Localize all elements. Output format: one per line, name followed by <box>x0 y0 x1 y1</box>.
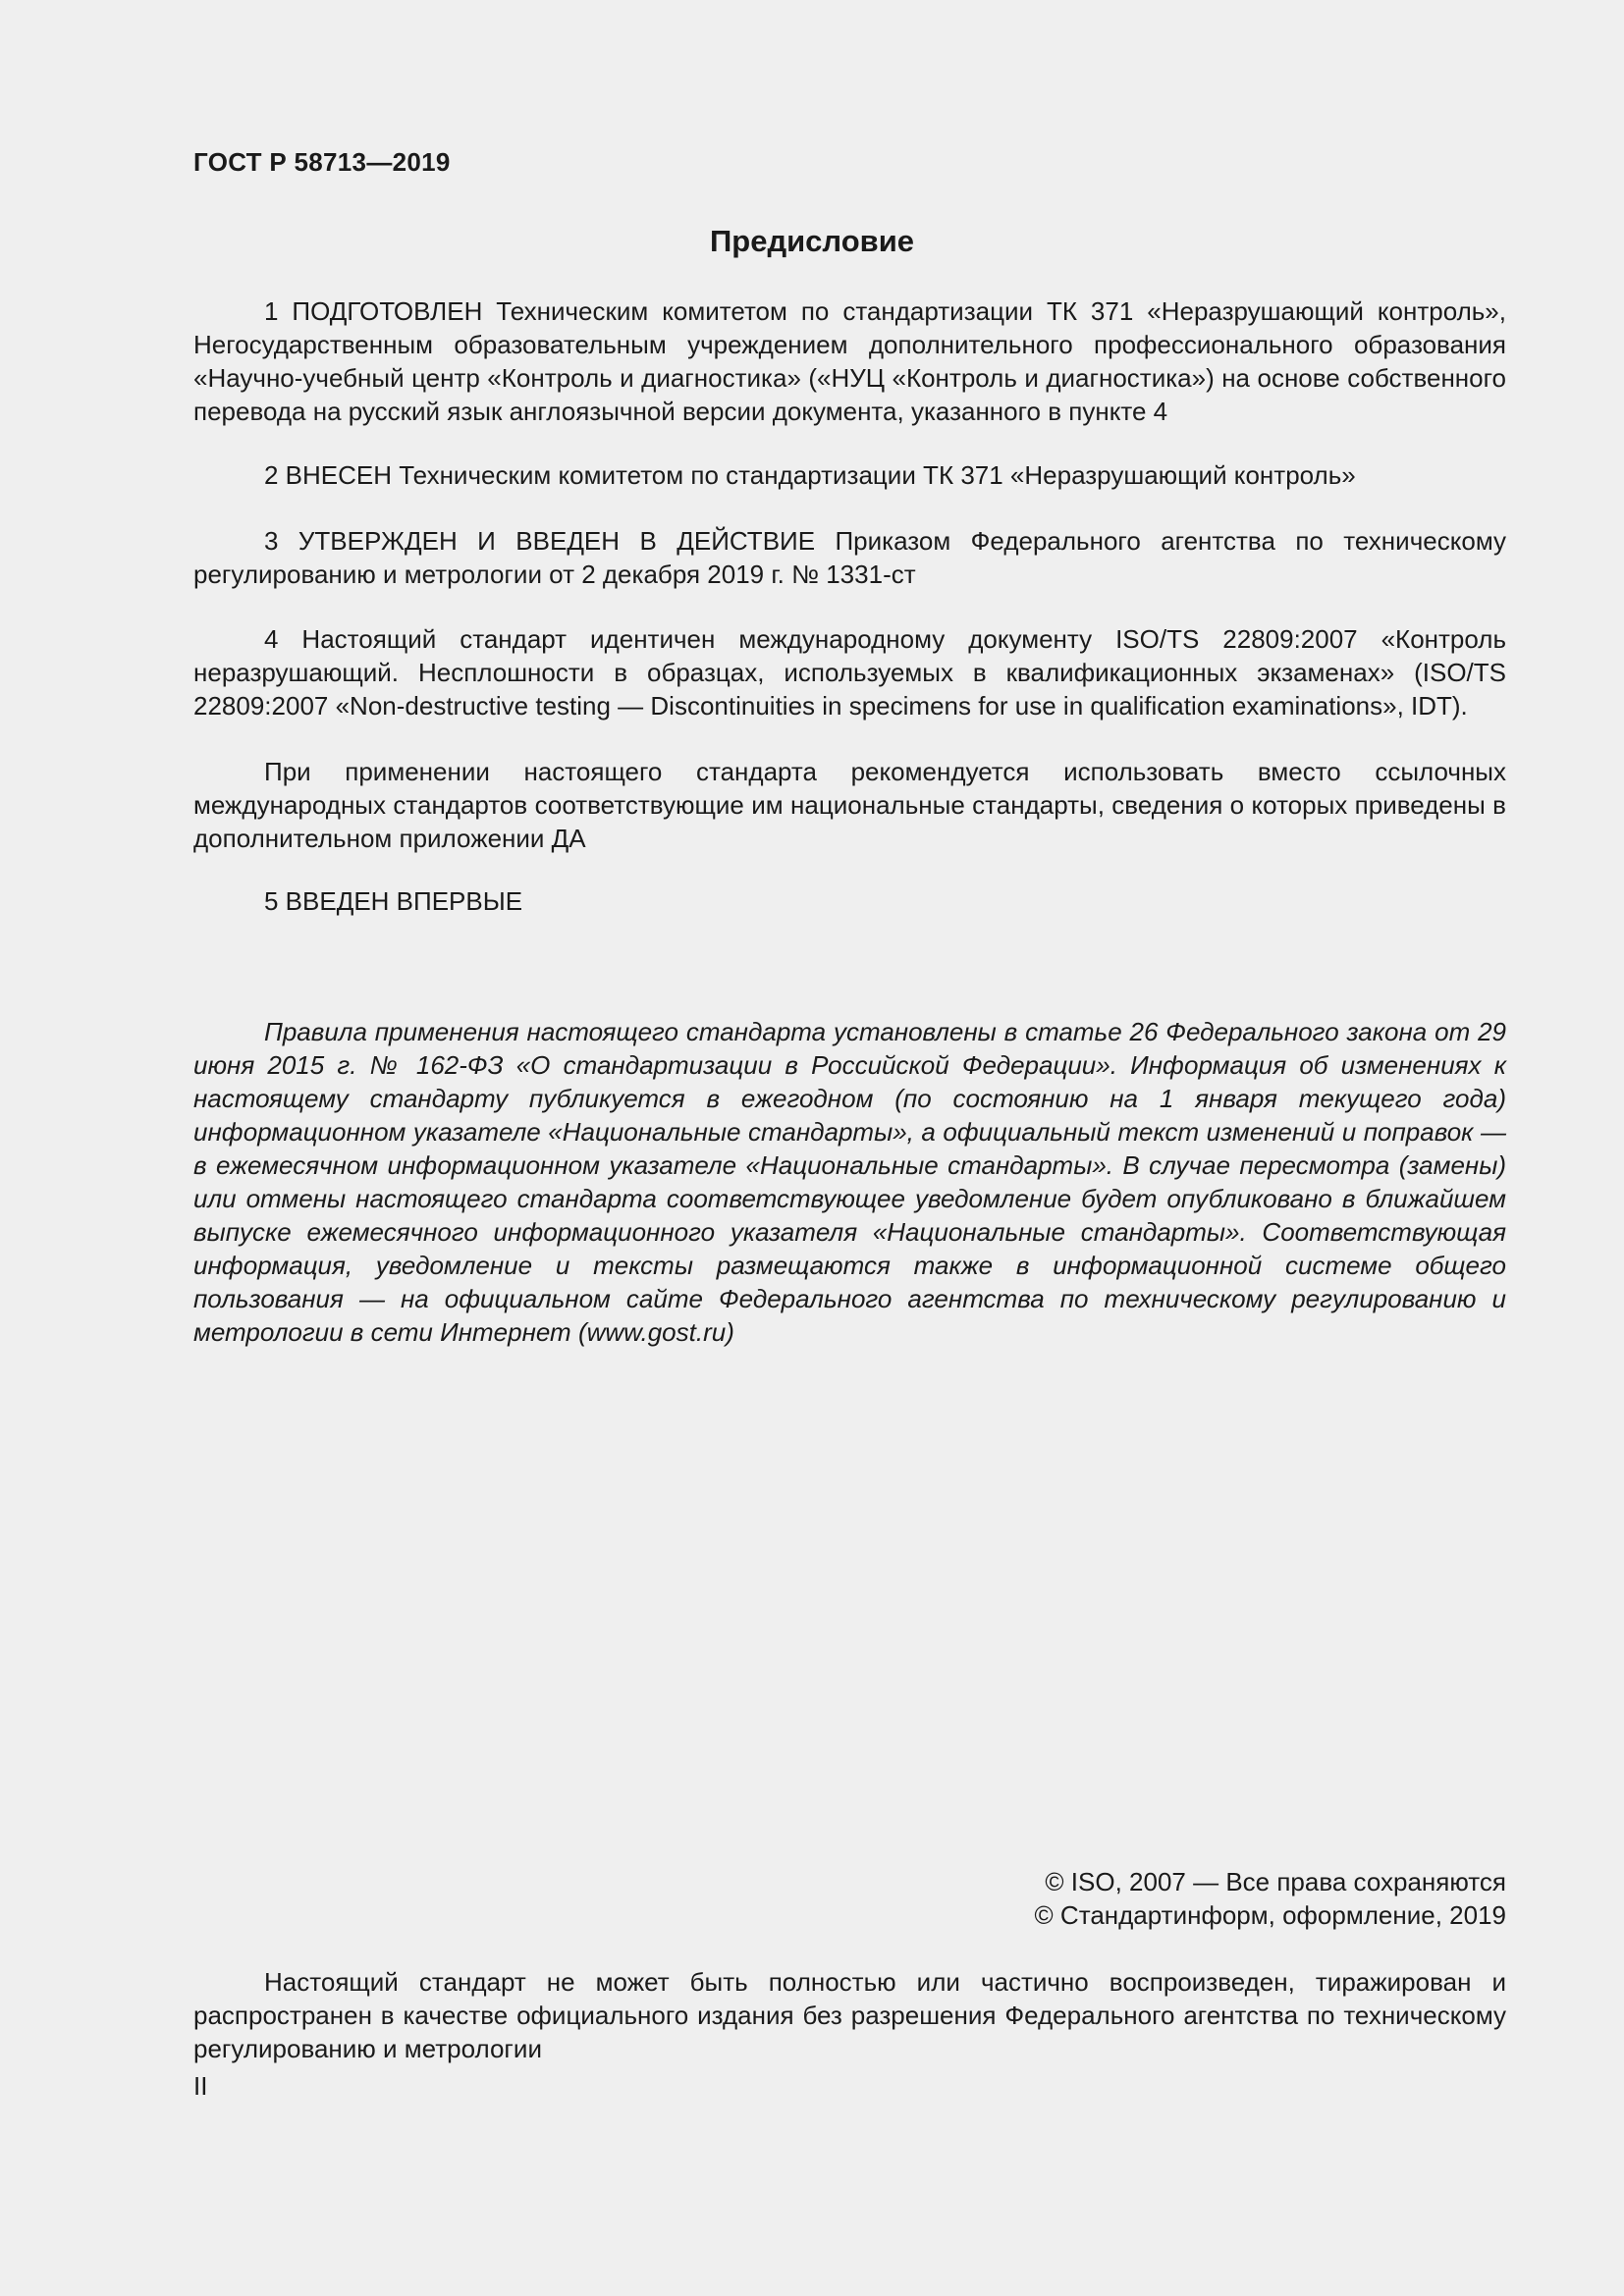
reproduction-notice: Настоящий стандарт не может быть полностью или частично воспроизведен, тиражирован и распространен в качестве официального издания без разрешения Федерального агентства по техническому регулированию и метрологии <box>193 1967 1506 2063</box>
preface-item-4: 4 Настоящий стандарт идентичен международному документу ISO/TS 22809:2007 «Контроль неразрушающий. Несплошности в образцах, используемых в квалификационных экзаменах» (ISO/TS 22809:2007 «Non-destructive testing — Discontinuities in specimens for use in qualification examinations», IDT). <box>193 624 1506 721</box>
copyright-iso: © ISO, 2007 — Все права сохраняются <box>1045 1867 1506 1896</box>
application-rules-note: Правила применения настоящего стандарта установлены в статье 26 Федерального закона от 29 июня 2015 г. № 162-ФЗ «О стандартизации в Российской Федерации». Информация об изменениях к настоящему стандарту публикуется в ежегодном (по состоянию на 1 января текущего года) информационном указателе «Национальные стандарты», а официальный текст изменений и поправок — в ежемесячном информационном указателе «Национальные стандарты». В случае пересмотра (замены) или отмены настоящего стандарта соответствующее уведомление будет опубликовано в ближайшем выпуске ежемесячного информационного указателя «Национальные стандарты». Соответствующая информация, уведомление и тексты размещаются также в информационной системе общего пользования — на официальном сайте Федерального агентства по техническому регулированию и метрологии в сети Интернет (www.gost.ru) <box>193 1017 1506 1347</box>
copyright-standartinform: © Стандартинформ, оформление, 2019 <box>1034 1900 1506 1930</box>
preface-item-3: 3 УТВЕРЖДЕН И ВВЕДЕН В ДЕЙСТВИЕ Приказом Федерального агентства по техническому регулированию и метрологии от 2 декабря 2019 г. № 1331-ст <box>193 526 1506 589</box>
standard-code-header: ГОСТ Р 58713—2019 <box>193 147 451 177</box>
preface-item-2: 2 ВНЕСЕН Техническим комитетом по стандартизации ТК 371 «Неразрушающий контроль» <box>264 460 1356 490</box>
page-title: Предисловие <box>709 224 914 258</box>
preface-item-4-note: При применении настоящего стандарта рекомендуется использовать вместо ссылочных международных стандартов соответствующие им национальные стандарты, сведения о которых приведены в дополнительном приложении ДА <box>193 757 1506 853</box>
preface-item-1: 1 ПОДГОТОВЛЕН Техническим комитетом по стандартизации ТК 371 «Неразрушающий контроль», Негосударственным образовательным учреждением дополнительного профессионального образования «Научно-учебный центр «Контроль и диагностика» («НУЦ «Контроль и диагностика») на основе собственного перевода на русский язык англоязычной версии документа, указанного в пункте 4 <box>193 296 1506 426</box>
page-number: II <box>193 2071 208 2101</box>
preface-item-5: 5 ВВЕДЕН ВПЕРВЫЕ <box>264 886 523 916</box>
